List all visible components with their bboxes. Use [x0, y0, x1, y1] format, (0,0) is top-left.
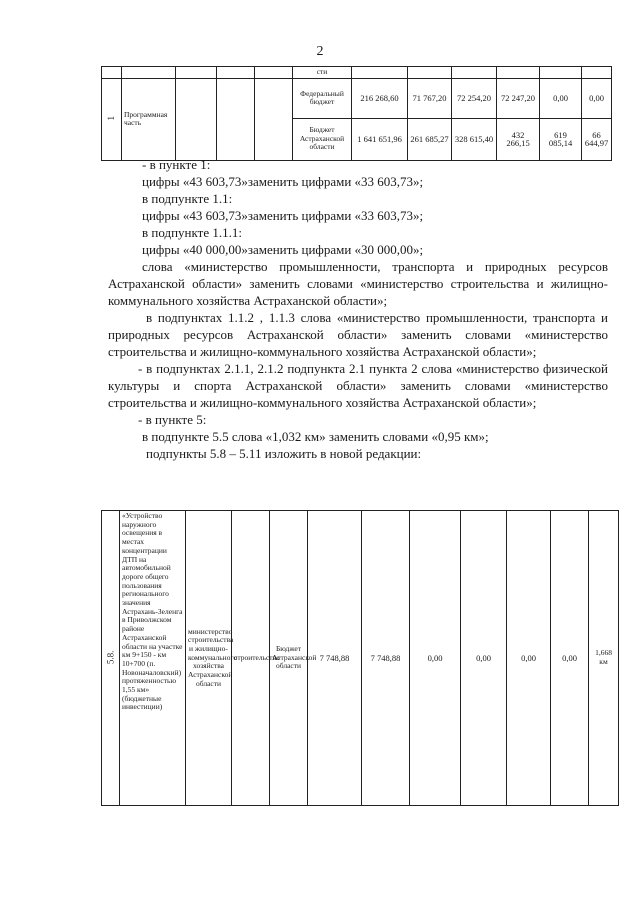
paragraph: цифры «43 603,73»заменить цифрами «33 603,73»;: [142, 208, 424, 223]
row-number-cell: 1: [102, 78, 122, 160]
paragraph: слова «министерство промышленности, транспорта и природных ресурсов Астраханской области» заменить словами «министерство строительства и жилищно-коммунального хозяйства Астраханской области»;: [108, 259, 608, 308]
paragraph: - в пункте 5:: [138, 412, 207, 427]
table-cell: 72 247,20: [497, 78, 540, 118]
paragraph: - в пункте 1:: [142, 157, 211, 172]
subitem-table: [101, 510, 619, 806]
table-cell: 72 254,20: [452, 78, 497, 118]
table-cell: 1 641 651,96: [352, 118, 408, 160]
page-number: 2: [316, 44, 324, 59]
table-cell: 216 268,60: [352, 78, 408, 118]
paragraph: в подпункте 1.1.1:: [142, 225, 242, 240]
work-type: строительство: [232, 511, 270, 806]
table-cell: 328 615,40: [452, 118, 497, 160]
table-cell: 7 748,88: [308, 511, 362, 806]
table-cell: 0,00: [410, 511, 461, 806]
row-name: Программная часть: [122, 78, 176, 160]
paragraph: в подпункте 5.5 слова «1,032 км» заменить словами «0,95 км»;: [142, 429, 489, 444]
table-cell: 0,00: [540, 78, 582, 118]
table-cell: 66 644,97: [582, 118, 612, 160]
paragraph: в подпунктах 1.1.2 , 1.1.3 слова «министерство промышленности, транспорта и природных ресурсов Астраханской области» заменить словами «министерство строительства и жилищно-коммунального хозяйства Астраханской области»;: [108, 310, 608, 359]
paragraph: цифры «43 603,73»заменить цифрами «33 603,73»;: [142, 174, 424, 189]
project-description: «Устройство наружного освещения в местах концентрации ДТП на автомобильной дороге общего пользования регионального значения Астрахань-Зеленга в Приволжском районе Астраханской области на участке км 9+150 - км 10+700 (п. Новоначаловский) протяженностью 1,55 км» (бюджетные инвестиции): [120, 511, 186, 806]
table-cell: 0,00: [461, 511, 507, 806]
paragraph: подпункты 5.8 – 5.11 изложить в новой редакции:: [146, 446, 422, 461]
funding-source: Бюджет Астраханской области: [270, 511, 308, 806]
paragraph: - в подпунктах 2.1.1, 2.1.2 подпункта 2.1 пункта 2 слова «министерство физической культуры и спорта Астраханской области» заменить словами «министерство строительства и жилищно-коммунального хозяйства Астраханской области»;: [108, 361, 608, 410]
table-cell: 71 767,20: [408, 78, 452, 118]
executor: министерство строительства и жилищно-коммунального хозяйства Астраханской области: [186, 511, 232, 806]
table-cell: 261 685,27: [408, 118, 452, 160]
table-cell: 0,00: [507, 511, 551, 806]
paragraph: цифры «40 000,00»заменить цифрами «30 000,00»;: [142, 242, 424, 257]
source-federal: Федеральный бюджет: [293, 78, 352, 118]
indicator: 1,668 км: [589, 511, 619, 806]
amendment-text: [108, 156, 608, 462]
program-table: [101, 66, 612, 161]
table-cell: 432 266,15: [497, 118, 540, 160]
partial-label: сти: [293, 67, 352, 79]
source-regional: Бюджет Астраханской области: [293, 118, 352, 160]
row-number-cell: 5.8.: [102, 511, 120, 806]
table-cell: 0,00: [582, 78, 612, 118]
table-cell: 7 748,88: [362, 511, 410, 806]
paragraph: в подпункте 1.1:: [142, 191, 233, 206]
table-cell: 0,00: [551, 511, 589, 806]
table-cell: 619 085,14: [540, 118, 582, 160]
